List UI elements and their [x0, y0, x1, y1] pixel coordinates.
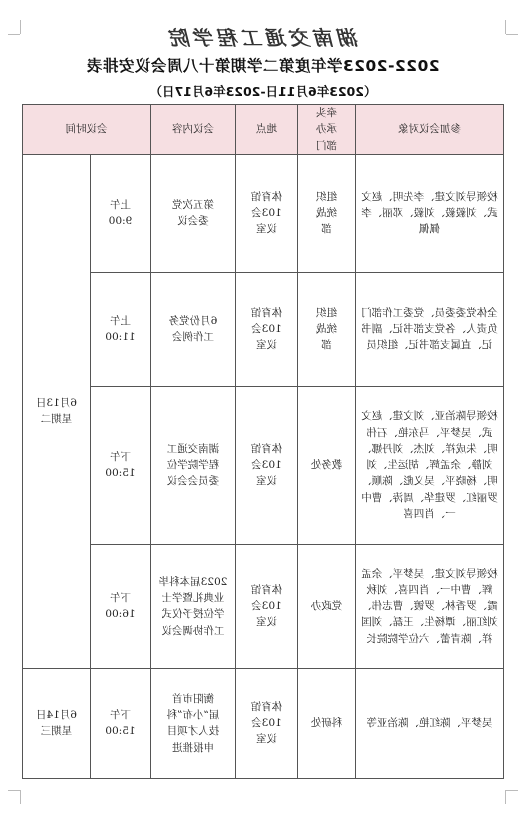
location-cell: 体育馆103会议室 [236, 386, 298, 544]
attendees-cell: 吴梦平、陈红艳、陈治亚等 [356, 668, 504, 778]
content-cell: 6月份党务工作例会 [151, 272, 236, 386]
table-row [23, 154, 504, 272]
day-cell [23, 668, 91, 778]
meeting-schedule-table [22, 104, 504, 779]
day-cell [23, 154, 91, 668]
content-cell: 第五次党委会议 [151, 154, 236, 272]
location-cell: 体育馆103会议室 [236, 668, 298, 778]
time-cell: 下午16:00 [91, 544, 151, 668]
col-content: 会议内容 [151, 105, 236, 155]
page-title: 2022-2023学年度第二学期第十八周会议安排表 [86, 57, 440, 75]
table-header-row [23, 105, 504, 155]
table-row [23, 272, 504, 386]
day-date: 6月14日 [35, 709, 78, 722]
col-location: 地点 [236, 105, 298, 155]
content-cell: 衡阳市首届“小布”科技人才项目申报推进 [151, 668, 236, 778]
location-cell: 体育馆103会议室 [236, 544, 298, 668]
time-cell: 上午9:00 [91, 154, 151, 272]
department-cell: 教务处 [298, 386, 356, 544]
school-logo-text: 湖南交通工程学院 [167, 26, 359, 50]
location-cell: 体育馆103会议室 [236, 272, 298, 386]
department-cell: 党政办 [298, 544, 356, 668]
attendees-cell: 校领导刘文建、吴梦平、余孟辉、曹中一、肖四喜、刘秋霞、罗香林、罗镀、曹志伟、刘红丽、谭杨生、王磊、刘国祥、陈青蕾、六位学院院长 [356, 544, 504, 668]
attendees-cell: 校领导刘文建、李先明、赵文武、刘毅毅、刘毅、邓丽、李佩佩 [356, 154, 504, 272]
time-cell: 下午15:00 [91, 668, 151, 778]
department-cell: 科研处 [298, 668, 356, 778]
day-date: 6月13日 [35, 397, 78, 410]
day-weekday: 星期三 [40, 725, 73, 738]
department-cell: 组织统战部 [298, 272, 356, 386]
day-weekday: 星期二 [40, 413, 73, 426]
content-cell: 湖南交通工程学院学位委员会会议 [151, 386, 236, 544]
date-range-subtitle: （2023年6月11日-2023年6月17日） [149, 84, 377, 99]
table-row [23, 544, 504, 668]
time-cell: 下午15:00 [91, 386, 151, 544]
table-row [23, 668, 504, 778]
col-attendees: 参加会议对象 [356, 105, 504, 155]
attendees-cell: 全体党委委员、党委工作部门负责人、各党支部书记、副书记、直属支部书记、组织员 [356, 272, 504, 386]
time-cell: 上午11:00 [91, 272, 151, 386]
content-cell: 2023届本科毕业典礼暨学士学位授予仪式工作协调会议 [151, 544, 236, 668]
department-cell: 组织统战部 [298, 154, 356, 272]
attendees-cell: 校领导陈治亚、刘文建、赵文武、吴梦平、马东艳、石伟明、朱成祥、刘杰、刘丹娜、刘静、余孟辉、胡运生、刘明、杨晓平、吴义彪、陈顺、罗丽红、罗建华、周涛、曹中一、肖四喜 [356, 386, 504, 544]
table-row [23, 386, 504, 544]
col-department: 牵头承办部门 [298, 105, 356, 155]
col-time: 会议时间 [23, 105, 151, 155]
location-cell: 体育馆103会议室 [236, 154, 298, 272]
